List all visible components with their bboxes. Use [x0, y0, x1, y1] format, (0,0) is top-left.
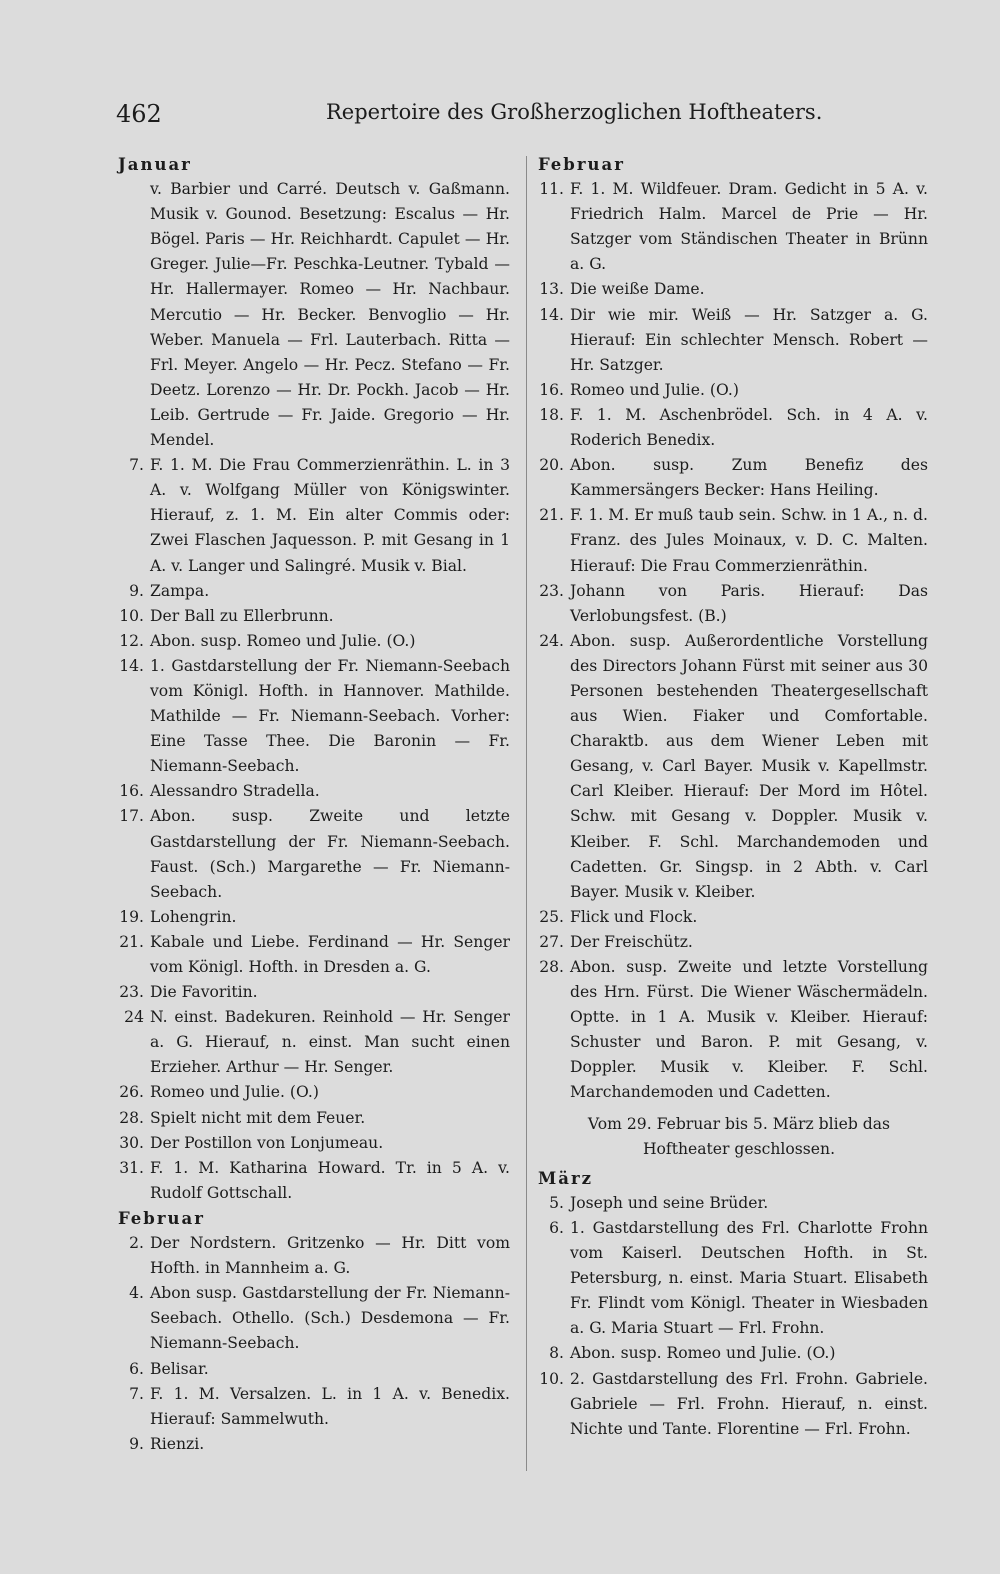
entry-date: 12. — [119, 631, 144, 650]
entry-date: 11. — [539, 180, 564, 199]
entry-text: F. 1. M. Er muß taub sein. Schw. in 1 A., n. d. Franz. des Jules Moinaux, v. D. C. Malten. Hierauf: Die Frau Commerzienräthin. — [570, 506, 928, 575]
entry-text: Der Freischütz. — [570, 932, 693, 951]
entry-date: 9. — [129, 1434, 144, 1453]
repertoire-entry — [118, 604, 510, 629]
repertoire-entry — [118, 930, 510, 980]
repertoire-entry — [118, 980, 510, 1005]
entry-date: 20. — [539, 456, 564, 475]
repertoire-entry — [118, 1131, 510, 1156]
entry-date: 19. — [119, 907, 144, 926]
entry-text: Abon. susp. Außerordentliche Vorstellung des Directors Johann Fürst mit seiner aus 30 Personen bestehenden Theatergesellschaft aus Wien. Fiaker und Comfortable. Charaktb. aus dem Wiener Leben mit Gesang, v. Carl Bayer. Musik v. Kapellmstr. Carl Kleiber. Hierauf: Der Mord im Hôtel. Schw. mit Gesang v. Doppler. Musik v. Kleiber. F. Schl. Marchandemoden und Cadetten. Gr. Singsp. in 2 Abth. v. Carl Bayer. Musik v. Kleiber. — [570, 631, 928, 901]
repertoire-entry — [538, 277, 928, 302]
entry-text: Rienzi. — [150, 1434, 205, 1453]
entry-text: N. einst. Badekuren. Reinhold — Hr. Senger a. G. Hierauf, n. einst. Man sucht einen Erzieher. Arthur — Hr. Senger. — [150, 1008, 510, 1077]
entry-date: 27. — [539, 932, 564, 951]
repertoire-entry — [118, 804, 510, 904]
entry-date: 2. — [129, 1234, 144, 1253]
entry-date: 6. — [129, 1359, 144, 1378]
repertoire-entry — [538, 403, 928, 453]
entry-text: Die weiße Dame. — [570, 280, 705, 299]
entry-text: 1. Gastdarstellung des Frl. Charlotte Frohn vom Kaiserl. Deutschen Hofth. in St. Petersburg, n. einst. Maria Stuart. Elisabeth Fr. Flindt vom Königl. Theater in Wiesbaden a. G. Maria Stuart — Frl. Frohn. — [570, 1218, 928, 1338]
entry-text: F. 1. M. Aschenbrödel. Sch. in 4 A. v. Roderich Benedix. — [570, 405, 928, 450]
entry-date: 26. — [119, 1083, 144, 1102]
repertoire-entry — [538, 303, 928, 378]
month-heading: Februar — [538, 155, 625, 174]
entry-date: 5. — [549, 1193, 564, 1212]
entry-text: Flick und Flock. — [570, 907, 698, 926]
repertoire-entry — [538, 378, 928, 403]
month-heading: Februar — [118, 1208, 205, 1228]
entry-date: 17. — [119, 807, 144, 826]
entry-date: 7. — [129, 456, 144, 475]
entry-text: Der Postillon von Lonjumeau. — [150, 1133, 384, 1152]
entry-date: 14. — [539, 305, 564, 324]
entry-date: 18. — [539, 405, 564, 424]
entry-date: 25. — [539, 907, 564, 926]
repertoire-entry — [118, 453, 510, 578]
entry-date: 16. — [539, 380, 564, 399]
entry-date: 7. — [129, 1384, 144, 1403]
repertoire-entry — [118, 1231, 510, 1281]
entry-text: Joseph und seine Brüder. — [570, 1193, 769, 1212]
column-divider — [526, 156, 527, 1471]
repertoire-entry — [118, 1357, 510, 1382]
entry-text: Die Favoritin. — [150, 983, 258, 1002]
entry-text: Alessandro Stradella. — [150, 782, 320, 801]
entry-text: Johann von Paris. Hierauf: Das Verlobungsfest. (B.) — [570, 581, 928, 625]
running-title: Repertoire des Großherzoglichen Hoftheaters. — [326, 100, 823, 124]
entry-text: Romeo und Julie. (O.) — [570, 380, 739, 399]
entry-date: 24 — [124, 1008, 144, 1027]
entry-date: 16. — [119, 782, 144, 801]
entry-date: 23. — [539, 581, 564, 600]
repertoire-entry — [538, 1216, 928, 1341]
repertoire-entry — [538, 579, 928, 629]
entry-date: 30. — [119, 1133, 144, 1152]
entry-text: Abon. susp. Romeo und Julie. (O.) — [570, 1344, 836, 1363]
entry-date: 21. — [119, 932, 144, 951]
entry-date: 21. — [539, 506, 564, 525]
entry-text: Dir wie mir. Weiß — Hr. Satzger a. G. Hierauf: Ein schlechter Mensch. Robert — Hr. Satzger. — [570, 305, 928, 374]
repertoire-entry — [118, 1382, 510, 1432]
page-header — [116, 100, 876, 140]
repertoire-entry — [538, 453, 928, 503]
entry-text: 2. Gastdarstellung des Frl. Frohn. Gabriele. Gabriele — Frl. Frohn. Hierauf, n. einst. Nichte und Tante. Florentine — Frl. Frohn. — [570, 1369, 928, 1438]
entry-date: 10. — [119, 606, 144, 625]
repertoire-entry — [118, 1281, 510, 1356]
entry-date: 28. — [539, 958, 564, 976]
entry-date: 6. — [549, 1218, 564, 1237]
entry-date: 24. — [539, 631, 564, 650]
repertoire-entry — [118, 654, 510, 779]
entry-date: 14. — [119, 656, 144, 675]
entry-date: 8. — [549, 1344, 564, 1363]
entry-text: Spielt nicht mit dem Feuer. — [150, 1108, 366, 1127]
entry-date: 31. — [119, 1158, 144, 1177]
entry-text: F. 1. M. Die Frau Commerzienräthin. L. in 3 A. v. Wolfgang Müller von Königswinter. Hierauf, z. 1. M. Ein alter Commis oder: Zwei Flaschen Jaquesson. P. mit Gesang in 1 A. v. Langer und Salingré. Musik v. Bial. — [150, 456, 510, 575]
left-column — [118, 152, 510, 1457]
entry-text: Abon susp. Gastdarstellung der Fr. Niemann-Seebach. Othello. (Sch.) Desdemona — Fr. Niemann-Seebach. — [150, 1284, 510, 1353]
repertoire-entry — [118, 779, 510, 804]
page-number: 462 — [116, 100, 162, 128]
entry-text: Der Ball zu Ellerbrunn. — [150, 606, 334, 625]
entry-text: 1. Gastdarstellung der Fr. Niemann-Seebach vom Königl. Hofth. in Hannover. Mathilde. Mathilde — Fr. Niemann-Seebach. Vorher: Eine Tasse Thee. Die Baronin — Fr. Niemann-Seebach. — [150, 656, 510, 776]
repertoire-entry — [118, 177, 510, 453]
repertoire-entry — [118, 629, 510, 654]
repertoire-entry — [118, 1080, 510, 1105]
entry-date: 4. — [129, 1284, 144, 1303]
entry-text: Der Nordstern. Gritzenko — Hr. Ditt vom Hofth. in Mannheim a. G. — [150, 1234, 510, 1278]
entry-text: Zampa. — [150, 581, 210, 600]
entry-text: Abon. susp. Romeo und Julie. (O.) — [150, 631, 416, 650]
repertoire-entry — [538, 905, 928, 930]
entry-text: F. 1. M. Katharina Howard. Tr. in 5 A. v. Rudolf Gottschall. — [150, 1158, 510, 1202]
entry-text: Abon. susp. Zweite und letzte Gastdarstellung der Fr. Niemann-Seebach. Faust. (Sch.) Margarethe — Fr. Niemann-Seebach. — [150, 807, 510, 901]
repertoire-entry — [538, 1341, 928, 1366]
repertoire-entry — [538, 1367, 928, 1442]
repertoire-entry — [538, 1191, 928, 1216]
entry-text: F. 1. M. Wildfeuer. Dram. Gedicht in 5 A. v. Friedrich Halm. Marcel de Prie — Hr. Satzger vom Ständischen Theater in Brünn a. G. — [570, 180, 928, 274]
repertoire-entry — [538, 503, 928, 578]
entry-text: F. 1. M. Versalzen. L. in 1 A. v. Benedix. Hierauf: Sammelwuth. — [150, 1384, 510, 1428]
repertoire-entry — [118, 579, 510, 604]
entry-date: 10. — [539, 1369, 564, 1388]
repertoire-entry — [538, 955, 928, 1106]
repertoire-entry — [538, 177, 928, 277]
entry-date: 9. — [129, 581, 144, 600]
repertoire-entry — [538, 629, 928, 905]
closure-note: Vom 29. Februar bis 5. März blieb das Hoftheater geschlossen. — [587, 1114, 891, 1158]
entry-date: 23. — [119, 983, 144, 1002]
repertoire-entry — [118, 905, 510, 930]
entry-text: Abon. susp. Zweite und letzte Vorstellung des Hrn. Fürst. Die Wiener Wäschermädeln. Optte. in 1 A. Musik v. Kleiber. Hierauf: Schuster und Baron. P. mit Gesang, v. Doppler. Musik v. Kleiber. F. Schl. Marchandemoden und Cadetten. — [570, 958, 928, 1102]
month-heading: Januar — [118, 155, 192, 174]
repertoire-entry — [118, 1005, 510, 1080]
repertoire-entry — [538, 930, 928, 955]
entry-date: 28. — [119, 1108, 144, 1127]
entry-text: Abon. susp. Zum Benefiz des Kammersängers Becker: Hans Heiling. — [570, 456, 928, 500]
repertoire-entry — [118, 1156, 510, 1206]
entry-text: Belisar. — [150, 1359, 209, 1378]
repertoire-entry — [118, 1432, 510, 1457]
repertoire-entry — [118, 1106, 510, 1131]
entry-text: v. Barbier und Carré. Deutsch v. Gaßmann. Musik v. Gounod. Besetzung: Escalus — Hr. Bögel. Paris — Hr. Reichhardt. Capulet — Hr. Greger. Julie—Fr. Peschka-Leutner. Tybald — Hr. Hallermayer. Romeo — Hr. Nachbaur. Mercutio — Hr. Becker. Benvoglio — Hr. Weber. Manuela — Frl. Lauterbach. Ritta — Frl. Meyer. Angelo — Hr. Pecz. Stefano — Fr. Deetz. Lorenzo — Hr. Dr. Pockh. Jacob — Hr. Leib. Gertrude — Fr. Jaide. Gregorio — Hr. Mendel. — [150, 180, 510, 450]
entry-text: Romeo und Julie. (O.) — [150, 1083, 319, 1102]
right-column — [538, 152, 928, 1442]
entry-date: 13. — [539, 280, 564, 299]
entry-text: Lohengrin. — [150, 907, 237, 926]
entry-text: Kabale und Liebe. Ferdinand — Hr. Senger vom Königl. Hofth. in Dresden a. G. — [150, 932, 510, 976]
month-heading: März — [538, 1168, 594, 1188]
